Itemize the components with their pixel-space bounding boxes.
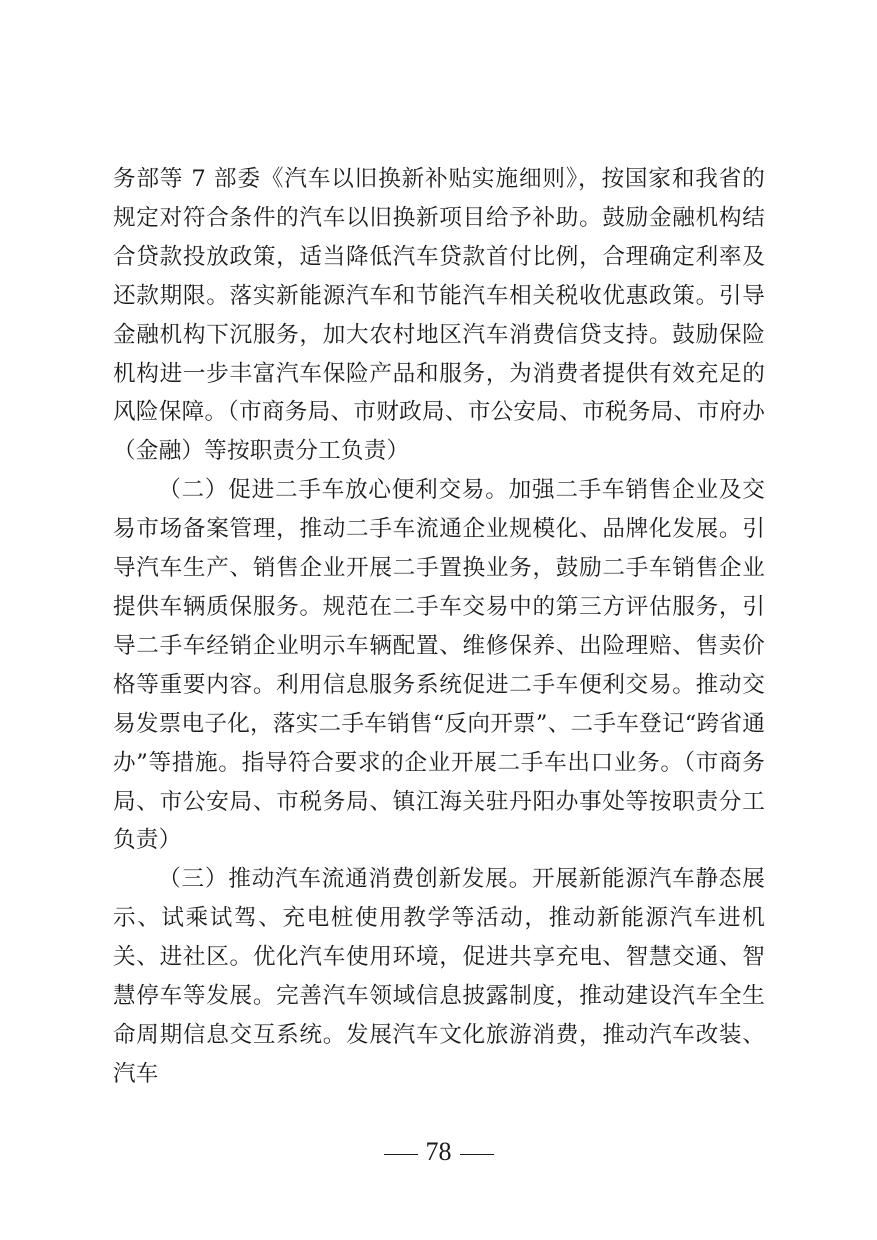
footer-dash-left [384, 1154, 418, 1155]
paragraph-1: 务部等 7 部委《汽车以旧换新补贴实施细则》，按国家和我省的规定对符合条件的汽车以旧换新项目给予补助。鼓励金融机构结合贷款投放政策，适当降低汽车贷款首付比例，合理确定利率及还款期限。落实新能源汽车和节能汽车相关税收优惠政策。引导金融机构下沉服务，加大农村地区汽车消费信贷支持。鼓励保险机构进一步丰富汽车保险产品和服务，为消费者提供有效充足的风险保障。（市商务局、市财政局、市公安局、市税务局、市府办（金融）等按职责分工负责） [113, 166, 765, 465]
page-number: 78 [425, 1137, 452, 1166]
paragraph-2: （二）促进二手车放心便利交易。加强二手车销售企业及交易市场备案管理，推动二手车流通企业规模化、品牌化发展。引导汽车生产、销售企业开展二手置换业务，鼓励二手车销售企业提供车辆质保服务。规范在二手车交易中的第三方评估服务，引导二手车经销企业明示车辆配置、维修保养、出险理赔、售卖价格等重要内容。利用信息服务系统促进二手车便利交易。推动交易发票电子化，落实二手车销售“反向开票”、二手车登记“跨省通办”等措施。指导符合要求的企业开展二手车出口业务。（市商务局、市公安局、市税务局、镇江海关驻丹阳办事处等按职责分工负责） [113, 477, 765, 854]
paragraph-3: （三）推动汽车流通消费创新发展。开展新能源汽车静态展示、试乘试驾、充电桩使用教学等活动，推动新能源汽车进机关、进社区。优化汽车使用环境，促进共享充电、智慧交通、智慧停车等发展。完善汽车领域信息披露制度，推动建设汽车全生命周期信息交互系统。发展汽车文化旅游消费，推动汽车改装、汽车 [113, 866, 765, 1087]
footer-dash-right [460, 1154, 494, 1155]
page-footer [0, 1132, 877, 1172]
body-text [113, 160, 765, 1094]
